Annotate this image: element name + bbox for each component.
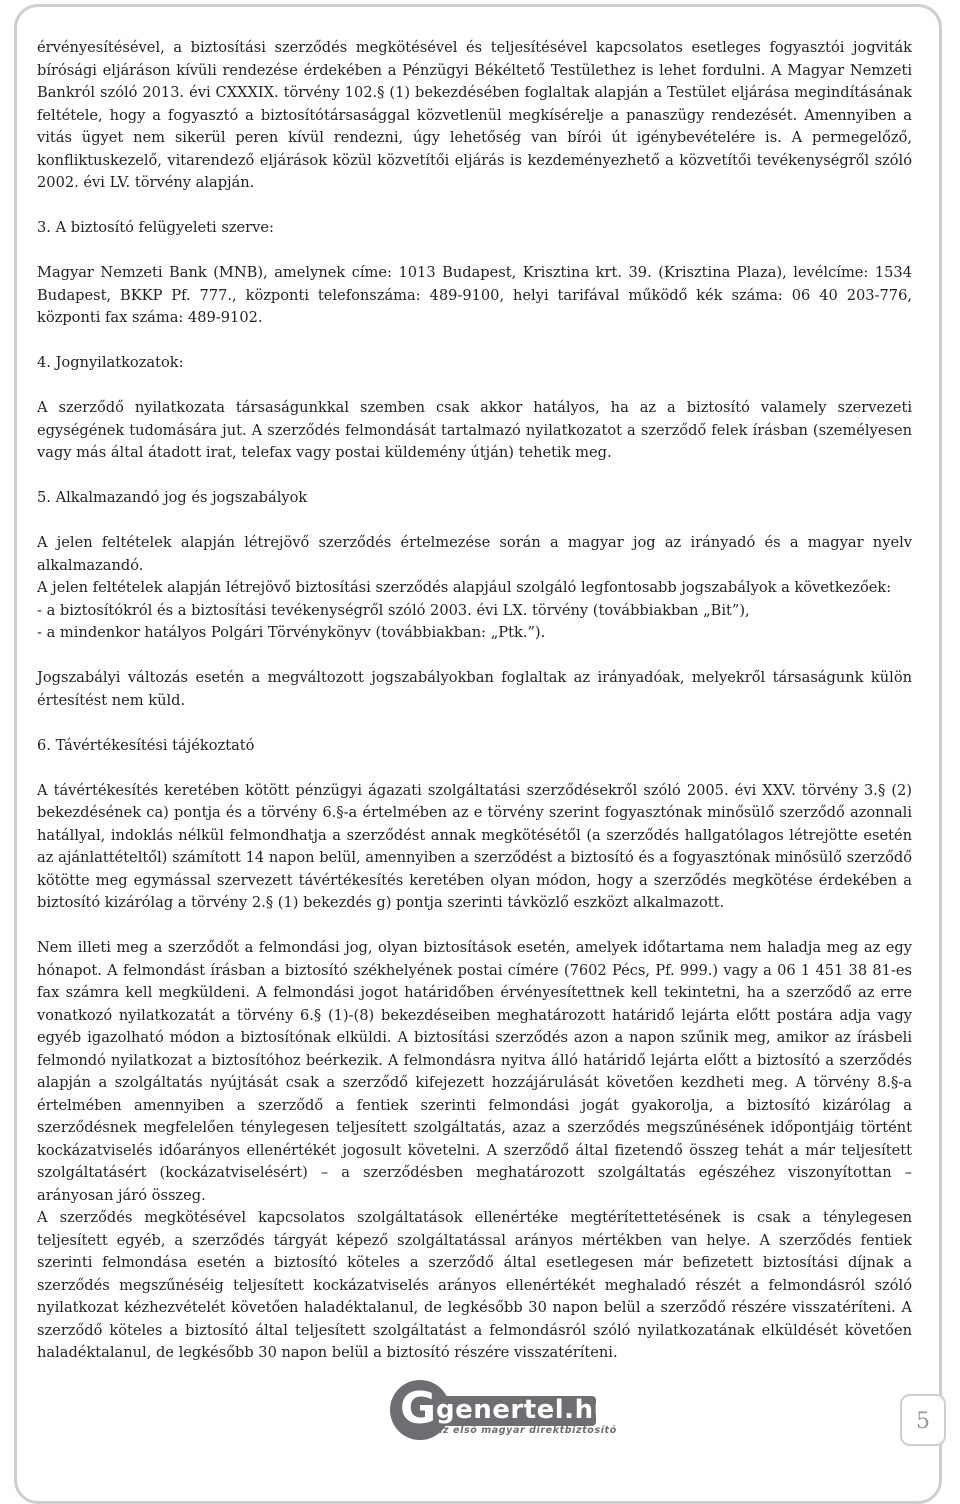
paragraph-declarations: A szerződő nyilatkozata társaságunkkal szemben csak akkor hatályos, ha az a biztosító valamely szervezeti egységének tudomására jut. A szerződés felmondását tartalmazó nyilatkozatot a szerződő felek írásban (személyesen vagy más által átadott irat, telefax vagy postai küldemény útján) tehetik meg. (37, 399, 912, 461)
genertel-logo (382, 1380, 617, 1448)
page-number: 5 (900, 1394, 946, 1446)
paragraph-law-b: A jelen feltételek alapján létrejövő biztosítási szerződés alapjául szolgáló legfontosabb jogszabályok a következőek: (37, 579, 892, 596)
paragraph-intro: érvényesítésével, a biztosítási szerződés megkötésével és teljesítésével kapcsolatos esetleges fogyasztói jogviták bírósági eljáráson kívüli rendezése érdekében a Pénzügyi Békéltető Testülethez is lehet fordulni. A Magyar Nemzeti Bankról szóló 2013. évi CXXXIX. törvény 102.§ (1) bekezdésében foglaltak alapján a Testület eljárása megindításának feltétele, hogy a fogyasztó a biztosítótársasággal közvetlenül megkísérelje a panaszügy rendezését. Amennyiben a vitás ügyet nem sikerül peren kívül rendezni, úgy lehetőség van bírói út igénybevételére is. A permegelőző, konfliktuskezelő, vitarendező eljárások közül közvetítői eljárás is kezdeményezhető a közvetítői tevékenységről szóló 2002. évi LV. törvény alapján. (37, 39, 912, 191)
law-list-item: - a biztosítókról és a biztosítási tevékenységről szóló 2003. évi LX. törvény (továbbiakban „Bit”), (37, 601, 750, 619)
logo-text: genertel.hu (436, 1395, 613, 1425)
document-body (37, 37, 912, 1365)
law-list-item: - a mindenkor hatályos Polgári Törvénykönyv (továbbiakban: „Ptk.”). (37, 624, 546, 641)
section-heading-5: 5. Alkalmazandó jog és jogszabályok (37, 489, 308, 506)
logo-g-icon: G (400, 1383, 437, 1434)
section-heading-3: 3. A biztosító felügyeleti szerve: (37, 219, 274, 236)
section-heading-4: 4. Jognyilatkozatok: (37, 354, 184, 371)
paragraph-supervisor: Magyar Nemzeti Bank (MNB), amelynek címe: 1013 Budapest, Krisztina krt. 39. (Krisztina Plaza), levélcíme: 1534 Budapest, BKKP Pf. 777., központi telefonszáma: 489-9100, helyi tarifával működő kék száma: 06 40 203-776, központi fax száma: 489-9102. (37, 264, 912, 326)
paragraph-distance-sales: A távértékesítés keretében kötött pénzügyi ágazati szolgáltatási szerződésekről szóló 2005. évi XXV. törvény 3.§ (2) bekezdésének ca) pontja és a törvény 6.§-a értelmében az e törvény szerint fogyasztónak minősülő szerződő azonnali hatállyal, indoklás nélkül felmondhatja a szerződést annak megkötésétől (a szerződés hallgatólagos létrejötte esetén az ajánlattételtől) számított 14 napon belül, amennyiben a szerződést a biztosító és a fogyasztónak minősülő szerződő kötötte meg egymással szervezett távértékesítés keretében olyan módon, hogy a szerződés megkötése érdekében a biztosító kizárólag a törvény 2.§ (1) bekezdés g) pontja szerinti távközlő eszközt alkalmazott. (37, 781, 912, 911)
paragraph-law-change: Jogszabályi változás esetén a megváltozott jogszabályokban foglaltak az irányadóak, melyekről társaságunk külön értesítést nem küld. (37, 669, 912, 709)
paragraph-law-a: A jelen feltételek alapján létrejövő szerződés értelmezése során a magyar jog az irányadó és a magyar nyelv alkalmazandó. (37, 534, 912, 574)
paragraph-refund: A szerződés megkötésével kapcsolatos szolgáltatások ellenértéke megtérítettetésének is csak a ténylegesen teljesített egyéb, a szerződés tárgyát képező szolgáltatással arányos mértékben van helye. A szerződés fentiek szerinti felmondása esetén a biztosító köteles a szerződő által esetlegesen már befizetett biztosítási díjnak a szerződés megszűnéséig teljesített kockázatviselés arányos ellenértékét meghaladó részét a felmondásról szóló nyilatkozat kézhezvételét követően haladéktalanul, de legkésőbb 30 napon belül a szerződő részére visszatéríteni. A szerződő köteles a biztosító által teljesített szolgáltatást a felmondásról szóló nyilatkozatának elküldését követően haladéktalanul, de legkésőbb 30 napon belül a biztosító részére visszatéríteni. (37, 1209, 912, 1361)
section-heading-6: 6. Távértékesítési tájékoztató (37, 736, 255, 754)
logo-tagline: az első magyar direktbiztosító (436, 1425, 617, 1436)
paragraph-termination: Nem illeti meg a szerződőt a felmondási jog, olyan biztosítások esetén, amelyek időtartama nem haladja meg az egy hónapot. A felmondást írásban a biztosító székhelyének postai címére (7602 Pécs, Pf. 999.) vagy a 06 1 451 38 81-es fax számra kell megküldeni. A felmondási jogot határidőben érvényesítettnek kell tekintetni, ha a szerződő az erre vonatkozó nyilatkozatát a törvény 6.§ (1)-(8) bekezdéseiben meghatározott határidő lejárta előtt postára adja vagy egyéb igazolható módon a biztosítónak elküldi. A biztosítási szerződés azon a napon szűnik meg, amikor az írásbeli felmondó nyilatkozat a biztosítóhoz beérkezik. A felmondásra nyitva álló határidő lejárta előtt a biztosító a szerződés alapján a szolgáltatás nyújtását csak a szerződő kifejezett hozzájárulását követően kezdheti meg. A törvény 8.§-a értelmében amennyiben a szerződő a fentiek szerinti felmondási jogát gyakorolja, a biztosító kizárólag a szerződésnek megfelelően ténylegesen teljesített szolgáltatás, azaz a szerződés megszűnésének időpontjáig történt kockázatviselés időarányos ellenértékét jogosult követelni. A szerződő által fizetendő összeg tehát a már teljesített szolgáltatásért (kockázatviselésért) – a szerződésben meghatározott szolgáltatás egészéhez viszonyítottan – arányosan járó összeg. (37, 939, 912, 1204)
